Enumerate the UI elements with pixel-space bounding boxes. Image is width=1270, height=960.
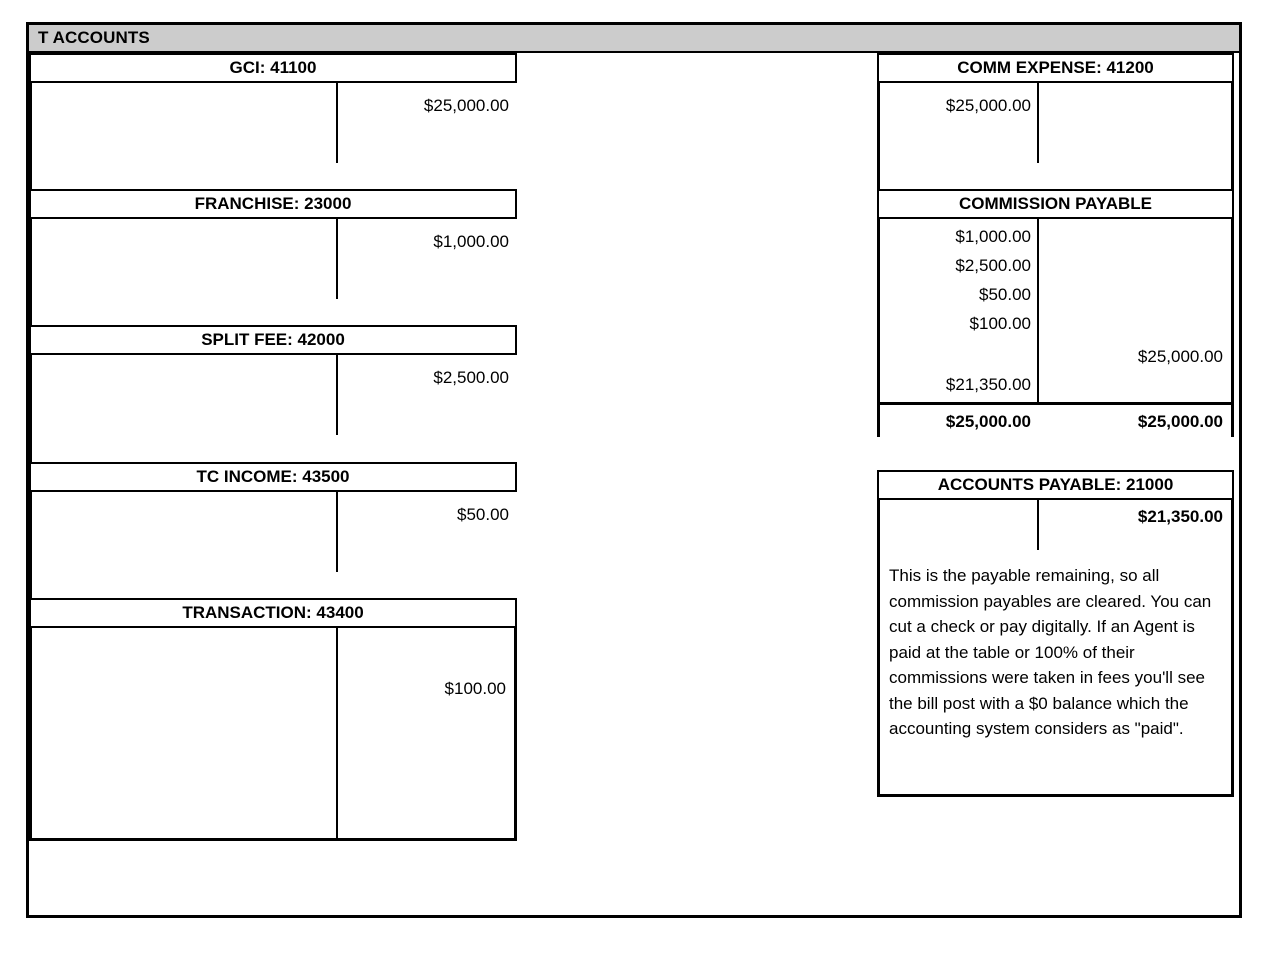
t-account-accounts-payable-divider — [1037, 500, 1039, 550]
page-title: T ACCOUNTS — [38, 28, 150, 47]
right-column-spacer — [877, 437, 1234, 470]
t-account-comm-expense-divider — [1037, 83, 1039, 163]
t-account-commission-payable-total-credit: $25,000.00 — [1137, 412, 1223, 431]
t-account-transaction-header — [29, 598, 517, 628]
t-account-gci-header — [29, 53, 517, 83]
t-account-transaction-title: TRANSACTION: 43400 — [182, 603, 364, 622]
t-account-tc-income-credit-0: $50.00 — [457, 505, 509, 524]
t-account-tc-income-title: TC INCOME: 43500 — [196, 467, 350, 486]
right-account-column — [877, 53, 1234, 797]
t-account-comm-expense — [877, 53, 1234, 189]
t-account-commission-payable-title: COMMISSION PAYABLE — [958, 194, 1153, 213]
t-account-commission-payable-divider — [1037, 219, 1039, 402]
t-account-commission-payable — [877, 189, 1234, 437]
t-account-commission-payable-totals — [877, 405, 1234, 437]
t-account-tc-income — [29, 462, 517, 598]
t-account-gci — [29, 53, 517, 189]
t-account-gci-body — [29, 83, 517, 189]
t-account-tc-income-header — [29, 462, 517, 492]
t-account-comm-expense-title: COMM EXPENSE: 41200 — [957, 58, 1154, 77]
t-account-commission-payable-header — [877, 189, 1234, 219]
t-account-split-fee-body — [29, 355, 517, 462]
t-account-commission-payable-total-debit: $25,000.00 — [945, 412, 1031, 431]
t-account-tc-income-body — [29, 492, 517, 598]
t-account-comm-expense-header — [877, 53, 1234, 83]
t-account-transaction — [29, 598, 517, 841]
t-account-franchise-header — [29, 189, 517, 219]
t-account-split-fee — [29, 325, 517, 462]
t-account-commission-payable-body — [877, 219, 1234, 405]
left-account-column — [29, 53, 517, 841]
accounts-columns — [29, 53, 1239, 916]
t-account-franchise-body — [29, 219, 517, 325]
t-account-commission-payable-debit-3: $100.00 — [969, 314, 1031, 333]
t-account-split-fee-header — [29, 325, 517, 355]
t-account-gci-credit-0: $25,000.00 — [423, 96, 509, 115]
t-account-commission-payable-debit-2: $50.00 — [979, 285, 1031, 304]
t-account-franchise-credit-0: $1,000.00 — [433, 232, 509, 251]
t-account-gci-title: GCI: 41100 — [229, 58, 317, 77]
t-account-accounts-payable-title: ACCOUNTS PAYABLE: 21000 — [937, 475, 1174, 494]
t-account-commission-payable-credit-4: $25,000.00 — [1137, 347, 1223, 366]
t-account-split-fee-credit-0: $2,500.00 — [433, 368, 509, 387]
t-account-split-fee-title: SPLIT FEE: 42000 — [201, 330, 345, 349]
t-account-franchise-title: FRANCHISE: 23000 — [194, 194, 352, 213]
t-account-transaction-divider — [336, 628, 338, 838]
t-account-commission-payable-debit-1: $2,500.00 — [955, 256, 1031, 275]
t-account-transaction-body — [29, 628, 517, 841]
t-account-transaction-credit-0: $100.00 — [444, 679, 506, 698]
t-account-accounts-payable-credit-0: $21,350.00 — [1137, 507, 1223, 526]
sheet-title-bar — [29, 25, 1239, 53]
payable-note-container — [877, 556, 1234, 797]
t-account-accounts-payable — [877, 470, 1234, 556]
t-account-comm-expense-body — [877, 83, 1234, 189]
payable-note-text: This is the payable remaining, so all commission payables are cleared. You can cut a check or pay digitally. If an Agent is paid at the table or 100% of their commissions were taken in fees you'll see the bill post with a $0 balance which the accounting system considers as "paid". — [889, 566, 1212, 738]
t-account-accounts-payable-body — [877, 500, 1234, 556]
t-account-franchise — [29, 189, 517, 325]
t-account-commission-payable-debit-5: $21,350.00 — [945, 375, 1031, 394]
t-account-accounts-payable-header — [877, 470, 1234, 500]
t-account-commission-payable-debit-0: $1,000.00 — [955, 227, 1031, 246]
t-accounts-sheet — [26, 22, 1242, 918]
t-account-comm-expense-debit-0: $25,000.00 — [945, 96, 1031, 115]
